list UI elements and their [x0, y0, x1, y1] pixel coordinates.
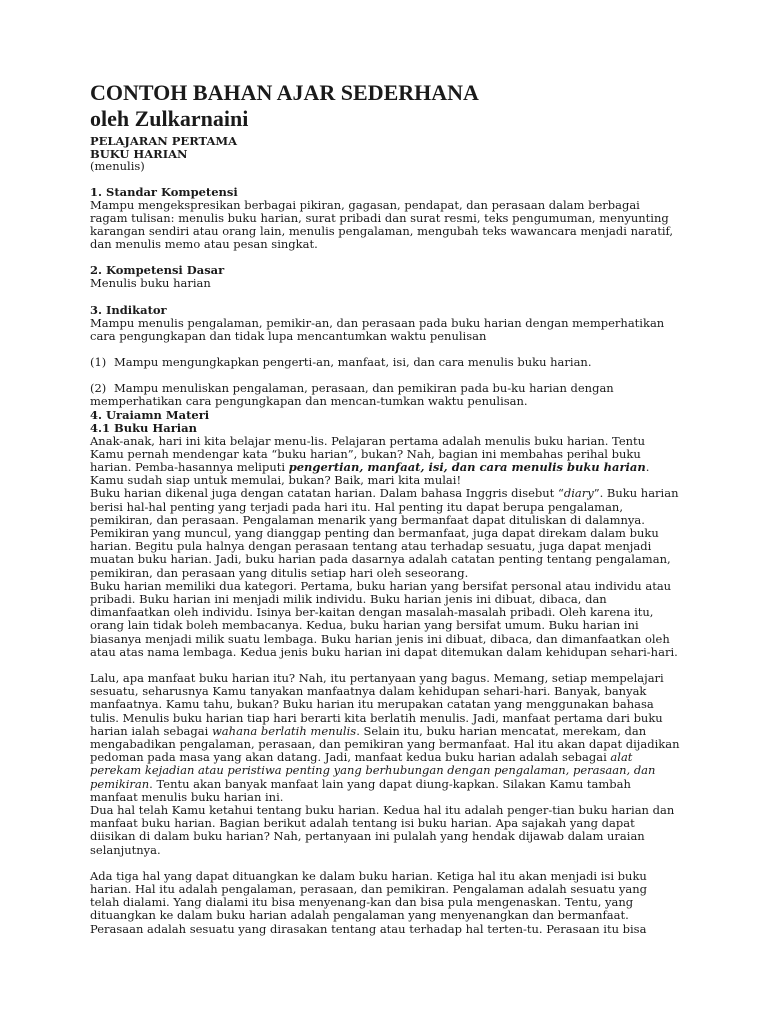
item-text: Mampu mengungkapkan pengerti-an, manfaat, isi, dan cara menulis buku harian.	[114, 354, 592, 369]
paragraph-categories: Buku harian memiliki dua kategori. Pertama, buku harian yang bersifat personal atau individu atau pribadi. Buku harian ini menjadi milik individu. Buku harian jenis ini dibuat, dibaca, dan dimanfaatkan oleh individu. Isinya ber-kaitan dengan masalah-masalah pribadi. Oleh karena itu, orang lain tidak boleh membacanya. Kedua, buku harian yang bersifat umum. Buku harian ini biasanya menjadi milik suatu lembaga. Buku harian jenis ini dibuat, dibaca, dan dimanfaatkan oleh atau atas nama lembaga. Kedua jenis buku harian ini dapat ditemukan dalam kehidupan sehari-hari.	[90, 578, 678, 659]
document-author: oleh Zulkarnaini	[90, 106, 249, 131]
spacer	[90, 291, 680, 304]
lesson-label: PELAJARAN PERTAMA	[90, 134, 238, 148]
text-run: Lalu, apa manfaat buku harian itu? Nah, itu pertanyaan yang bagus. Memang, setiap mempelajari sesuatu, seharusnya Kamu tanyakan manfaatnya dalam kehidupan sehari-hari. Banyak, banyak manfaatnya. Kamu tahu, bukan? Buku harian itu merupakan catatan yang menggunakan bahasa tulis. Menulis buku harian tiap hari berarti kita berlatih menulis. Jadi, manfaat pertama dari buku harian ialah sebagai	[90, 670, 664, 738]
spacer	[90, 857, 680, 870]
paragraph-definition	[90, 487, 680, 579]
section-body-indikator: Mampu menulis pengalaman, pemikir-an, dan perasaan pada buku harian dengan memperhatikan cara pengungkapan dan tidak lupa mencantumkan waktu penulisan	[90, 315, 665, 343]
section-heading-materi: 4. Uraiamn Materi	[90, 407, 210, 422]
subsection-heading-buku-harian: 4.1 Buku Harian	[90, 420, 197, 435]
item-text: Mampu menuliskan pengalaman, perasaan, dan pemikiran pada bu-ku harian dengan memperhatikan cara pengungkapan dan mencan-tumkan waktu penulisan.	[90, 381, 614, 409]
indicator-item-1	[90, 356, 680, 369]
text-run: Anak-anak, hari ini kita belajar menu-lis. Pelajaran pertama adalah menulis buku harian. Tentu Kamu pernah mendengar kata “buku harian”, bukan? Nah, bagian ini membahas perihal buku harian. Pemba-hasannya meliputi	[90, 433, 646, 474]
document-title: CONTOH BAHAN AJAR SEDERHANA	[90, 80, 479, 105]
paragraph-intro	[90, 435, 680, 488]
emphasis-text: alat perekam kejadian atau peristiwa penting yang berhubungan dengan pengalaman, perasaan, dan pemikiran	[90, 750, 656, 791]
item-number: (2)	[90, 381, 107, 396]
text-run: . Tentu akan banyak manfaat lain yang dapat diung-kapkan. Silakan Kamu tambah manfaat menulis buku harian ini.	[90, 776, 631, 804]
emphasis-text: wahana berlatih menulis	[211, 723, 357, 738]
document-page	[90, 80, 680, 936]
section-body-standar: Mampu mengekspresikan berbagai pikiran, gagasan, pendapat, dan perasaan dalam berbagai ragam tulisan: menulis buku harian, surat pribadi dan surat resmi, teks pengumuman, menyunting karangan sendiri atau orang lain, menulis pengalaman, mengubah teks wawancara menjadi naratif, dan menulis memo atau pesan singkat.	[90, 197, 673, 252]
indicator-item-2	[90, 382, 680, 408]
topic-label: BUKU HARIAN	[90, 146, 188, 161]
section-heading-standar: 1. Standar Kompetensi	[90, 184, 238, 199]
emphasis-text: pengertian, manfaat, isi, dan cara menulis buku harian	[288, 459, 646, 474]
text-run: . Selain itu, buku harian mencatat, merekam, dan mengabadikan pengalaman, perasaan, dan pemikiran yang bermanfaat. Hal itu akan dapat dijadikan pedoman pada masa yang akan datang. Jadi, manfaat kedua buku harian adalah sebagai	[90, 723, 680, 765]
section-heading-kompetensi: 2. Kompetensi Dasar	[90, 263, 225, 278]
section-body-kompetensi: Menulis buku harian	[90, 276, 211, 291]
emphasis-text: diary	[563, 486, 594, 501]
text-run: Buku harian dikenal juga dengan catatan harian. Dalam bahasa Inggris disebut “	[90, 486, 564, 501]
paragraph-benefits	[90, 672, 680, 804]
skill-label: (menulis)	[90, 159, 145, 173]
text-run: . Kamu sudah siap untuk memulai, bukan? Baik, mari kita mulai!	[90, 459, 650, 488]
text-run: ”. Buku harian berisi hal-hal penting yang terjadi pada hari itu. Hal penting itu dapat berupa pengalaman, pemikiran, dan perasaan. Pengalaman menarik yang bermanfaat dapat dituliskan di dalamnya. Pemikiran yang muncul, yang dianggap penting dan bermanfaat, juga dapat direkam dalam buku harian. Begitu pula halnya dengan perasaan tentang atau terhadap sesuatu, juga dapat menjadi muatan buku harian. Jadi, buku harian pada dasarnya adalah catatan penting tentang pengalaman, pemikiran, dan perasaan yang ditulis setiap hari oleh seseorang.	[90, 486, 679, 580]
paragraph-contents: Ada tiga hal yang dapat dituangkan ke dalam buku harian. Ketiga hal itu akan menjadi isi buku harian. Hal itu adalah pengalaman, perasaan, dan pemikiran. Pengalaman adalah sesuatu yang telah dialami. Yang dialami itu bisa menyenang-kan dan bisa pula mengenaskan. Tentu, yang dituangkan ke dalam buku harian adalah pengalaman yang menyenangkan dan bermanfaat. Perasaan adalah sesuatu yang dirasakan tentang atau terhadap hal terten-tu. Perasaan itu bisa	[90, 868, 648, 936]
spacer	[90, 173, 680, 186]
section-heading-indikator: 3. Indikator	[90, 302, 167, 317]
paragraph-transition: Dua hal telah Kamu ketahui tentang buku harian. Kedua hal itu adalah penger-tian buku harian dan manfaat buku harian. Bagian berikut adalah tentang isi buku harian. Apa sajakah yang dapat diisikan di dalam buku harian? Nah, pertanyaan ini pulalah yang hendak dijawab dalam uraian selanjutnya.	[90, 803, 675, 857]
item-number: (1)	[90, 354, 107, 369]
